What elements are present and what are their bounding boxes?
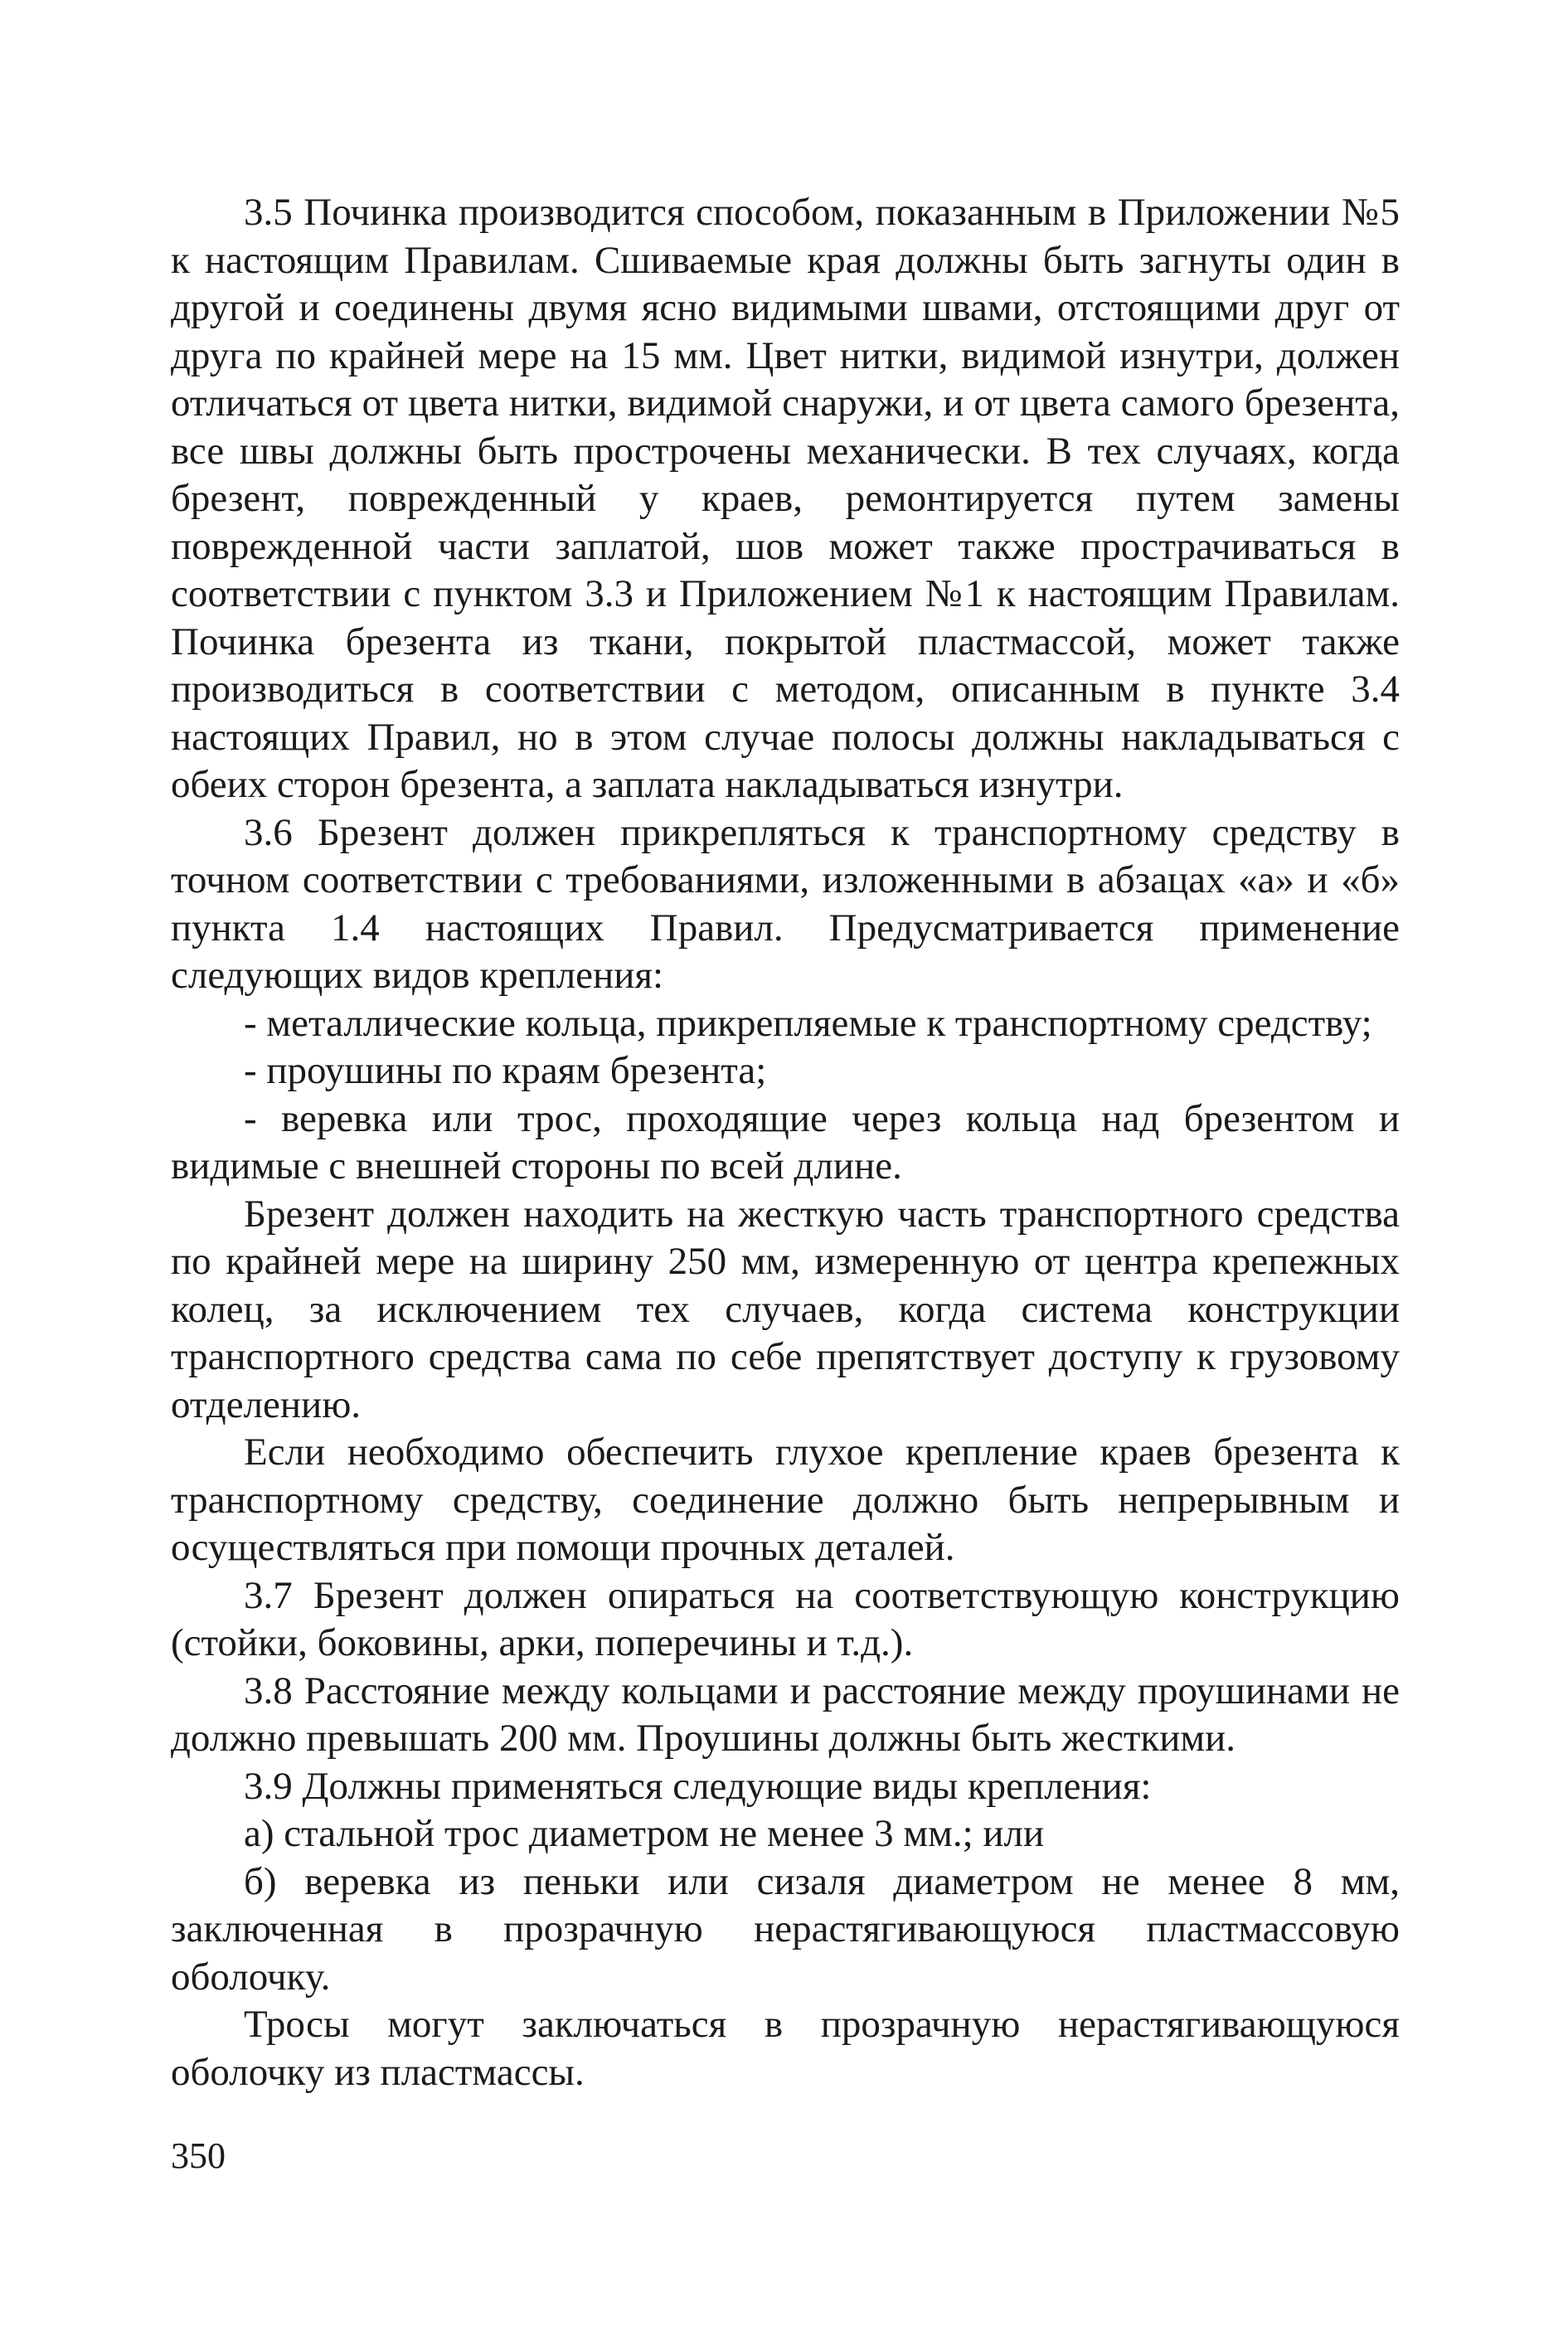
list-item-b: б) веревка из пеньки или сизаля диаметром не менее 8 мм, заключенная в прозрачную нерастягивающуюся пластмассовую оболочку.	[171, 1859, 1400, 1999]
paragraph-fixing: Если необходимо обеспечить глухое крепление краев брезента к транспортному средству, соединение должно быть непрерывным и осуществляться при помощи прочных деталей.	[171, 1431, 1400, 1569]
paragraph-3-5: 3.5 Починка производится способом, показанным в Приложении №5 к настоящим Правилам. Сшиваемые края должны быть загнуты один в другой и соединены двумя ясно видимыми швами, отстоящими друг от друга по крайней мере на 15 мм. Цвет нитки, видимой изнутри, должен отличаться от цвета нитки, видимой снаружи, и от цвета самого брезента, все швы должны быть прострочены механически. В тех случаях, когда брезент, поврежденный у краев, ремонтируется путем замены поврежденной части заплатой, шов может также прострачиваться в соответствии с пунктом 3.3 и Приложением №1 к настоящим Правилам. Починка брезента из ткани, покрытой пластмассой, может также производиться в соответствии с методом, описанным в пункте 3.4 настоящих Правил, но в этом случае полосы должны накладываться с обеих сторон брезента, а заплата накладываться изнутри.	[171, 191, 1400, 806]
list-item-metal-rings: - металлические кольца, прикрепляемые к транспортному средству;	[244, 1001, 1372, 1045]
body-text	[171, 189, 1400, 2096]
paragraph-ropes: Тросы могут заключаться в прозрачную нерастягивающуюся оболочку из пластмассы.	[171, 2003, 1400, 2094]
paragraph-3-7: 3.7 Брезент должен опираться на соответствующую конструкцию (стойки, боковины, арки, поперечины и т.д.).	[171, 1573, 1400, 1664]
paragraph-3-9: 3.9 Должны применяться следующие виды крепления:	[244, 1764, 1152, 1808]
page-number: 350	[171, 2135, 226, 2176]
paragraph-3-6: 3.6 Брезент должен прикрепляться к транспортному средству в точном соответствии с требованиями, изложенными в абзацах «а» и «б» пункта 1.4 настоящих Правил. Предусматривается применение следующих видов крепления:	[171, 810, 1400, 997]
list-item-rope: - веревка или трос, проходящие через кольца над брезентом и видимые с внешней стороны по всей длине.	[171, 1096, 1400, 1188]
paragraph-3-8: 3.8 Расстояние между кольцами и расстояние между проушинами не должно превышать 200 мм. Проушины должны быть жесткими.	[171, 1669, 1400, 1760]
list-item-eyelets: - проушины по краям брезента;	[244, 1049, 767, 1092]
list-item-a: а) стальной трос диаметром не менее 3 мм.; или	[244, 1812, 1045, 1855]
paragraph-overlap: Брезент должен находить на жесткую часть транспортного средства по крайней мере на ширину 250 мм, измеренную от центра крепежных колец, за исключением тех случаев, когда система конструкции транспортного средства сама по себе препятствует доступу к грузовому отделению.	[171, 1192, 1400, 1426]
